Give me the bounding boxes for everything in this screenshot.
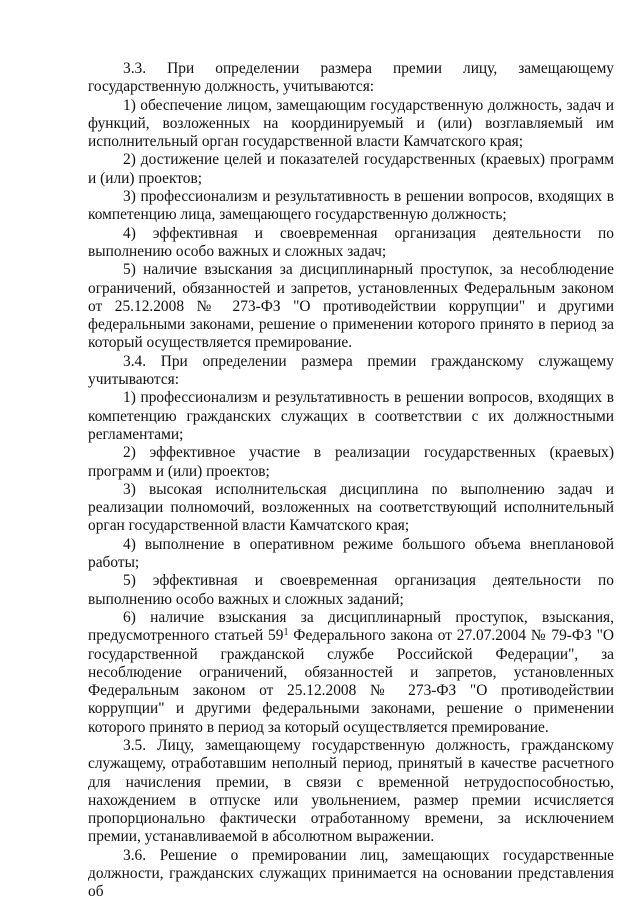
paragraph-3-5: 3.5. Лицу, замещающему государственную должность, гражданскому служащему, отработавшим неполный период, принятый в качестве расчетного для начисления премии, в связи с временной нетрудоспособностью, нахождением в отпуске или увольнением, размер премии исчисляется пропорционально фактически отработанному времени, за исключением премии, устанавливаемой в абсолютном выражении.: [88, 736, 614, 846]
list-item-3-3-2: 2) достижение целей и показателей государственных (краевых) программ и (или) проектов;: [88, 151, 614, 187]
list-item-3-4-5: 5) эффективная и своевременная организация деятельности по выполнению особо важных и сложных заданий;: [88, 572, 614, 608]
list-item-3-4-6: [88, 609, 614, 737]
list-item-3-4-2: 2) эффективное участие в реализации государственных (краевых) программ и (или) проектов;: [88, 444, 614, 480]
list-item-3-3-4: 4) эффективная и своевременная организация деятельности по выполнению особо важных и сложных задач;: [88, 224, 614, 260]
list-item-3-4-3: 3) высокая исполнительская дисциплина по выполнению задач и реализации полномочий, возложенных на соответствующий исполнительный орган государственной власти Камчатского края;: [88, 480, 614, 535]
list-item-3-3-5: 5) наличие взыскания за дисциплинарный проступок, за несоблюдение ограничений, обязанностей и запретов, установленных Федеральным законом от 25.12.2008 № 273-ФЗ "О противодействии коррупции" и другими федеральными законами, решение о применении которого принято в период за который осуществляется премирование.: [88, 261, 614, 352]
paragraph-3-6: 3.6. Решение о премировании лиц, замещающих государственные должности, гражданских служащих принимается на основании представления об: [88, 846, 614, 901]
list-item-3-3-3: 3) профессионализм и результативность в решении вопросов, входящих в компетенцию лица, замещающего государственную должность;: [88, 188, 614, 224]
list-item-3-4-6-text-after: Федерального закона от 27.07.2004 № 79-ФЗ "О государственной гражданской службе Российской Федерации", за несоблюдение ограничений, обязанностей и запретов, установленных Федеральным законом от 25.12.2008 № 273-ФЗ "О противодействии коррупции" и другими федеральными законами, решение о применении которого принято в период за который осуществляется премирование.: [88, 627, 614, 736]
list-item-3-4-4: 4) выполнение в оперативном режиме большого объема внеплановой работы;: [88, 535, 614, 572]
footnote-superscript: 1: [283, 627, 289, 639]
list-item-3-3-1: 1) обеспечение лицом, замещающим государственную должность, задач и функций, возложенных на координируемый и (или) возглавляемый им исполнительный орган государственной власти Камчатского края;: [88, 96, 614, 151]
paragraph-3-3: 3.3. При определении размера премии лицу, замещающему государственную должность, учитываются:: [88, 60, 614, 96]
list-item-3-4-1: 1) профессионализм и результативность в решении вопросов, входящих в компетенцию гражданских служащих в соответствии с их должностными регламентами;: [88, 389, 614, 443]
paragraph-3-4: 3.4. При определении размера премии гражданскому служащему учитываются:: [88, 352, 614, 389]
document-page: [88, 60, 614, 902]
list-item-3-4-6-text-before: 6) наличие взыскания за дисциплинарный проступок, взыскания, предусмотренного статьей 59: [88, 608, 614, 645]
